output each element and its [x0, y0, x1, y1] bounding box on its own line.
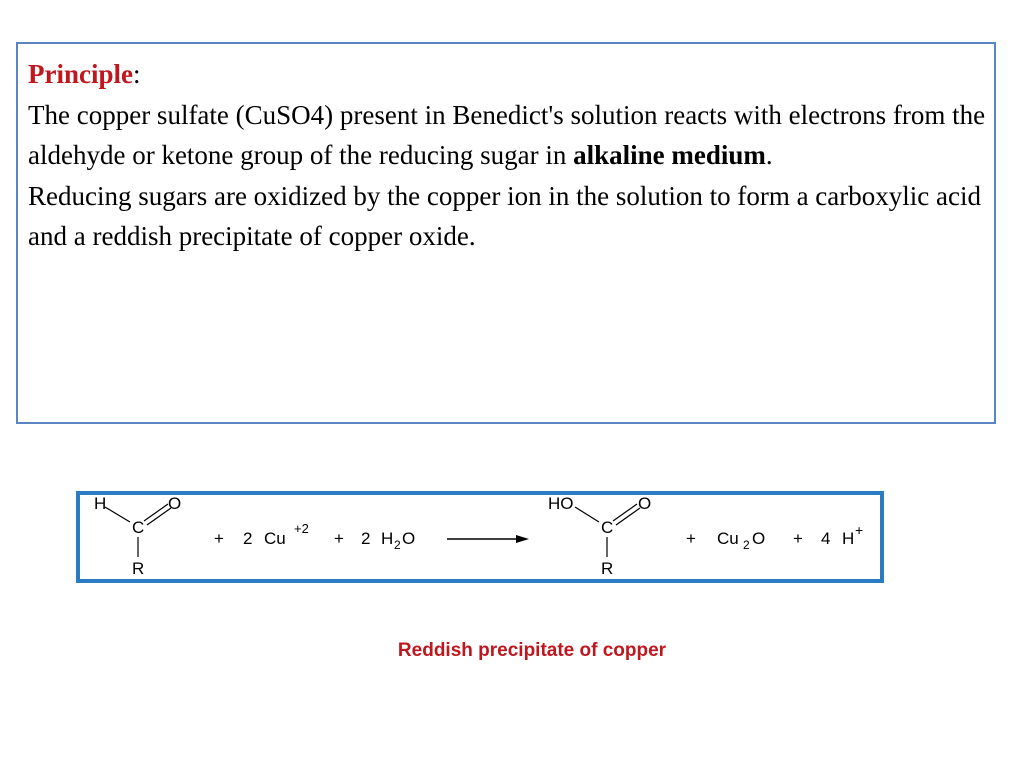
h2o-subscript: 2: [394, 538, 401, 552]
cu-ion-symbol: Cu: [264, 529, 286, 548]
plus-sign-3: +: [686, 529, 696, 548]
reaction-arrow: [447, 535, 529, 543]
product-atom-r: R: [601, 559, 614, 578]
principle-text: [28, 54, 988, 257]
h-ion-symbol: H: [842, 529, 855, 548]
aldehyde-structure: [94, 495, 181, 578]
h2o-coefficient: 2: [361, 529, 371, 548]
product-atom-ho: HO: [548, 495, 574, 513]
precipitate-caption: Reddish precipitate of copper: [397, 640, 667, 661]
bond-h-c: [105, 507, 130, 522]
product-atom-c: C: [601, 518, 614, 537]
reactant-atom-r: R: [132, 559, 145, 578]
bond-ho-c: [575, 507, 599, 522]
principle-heading: Principle: [28, 59, 133, 89]
cu2o-oxygen: O: [752, 529, 766, 548]
principle-colon: :: [132, 59, 141, 89]
reactant-atom-o: O: [168, 495, 182, 513]
principle-sentence-2: Reducing sugars are oxidized by the copper ion in the solution to form a carboxylic acid and a reddish precipitate of copper oxide.: [28, 180, 981, 251]
cu2o-subscript: 2: [743, 538, 750, 552]
sentence-1-period: .: [765, 140, 773, 170]
alkaline-medium-term: alkaline medium: [573, 140, 766, 170]
plus-sign-4: +: [793, 529, 803, 548]
h-ion-charge: +: [855, 522, 864, 538]
reactant-atom-h: H: [94, 495, 107, 513]
principle-box: [16, 42, 996, 424]
cu-coefficient: 2: [243, 529, 253, 548]
reactant-atom-c: C: [132, 518, 145, 537]
product-atom-o: O: [638, 495, 652, 513]
carboxylic-acid-structure: [548, 495, 651, 578]
cu2o-copper: Cu: [717, 529, 739, 548]
principle-sentence-1: The copper sulfate (CuSO4) present in Benedict's solution reacts with electrons from the aldehyde or ketone group of the reducing sugar in: [28, 99, 986, 170]
h-ion-coefficient: 4: [821, 529, 831, 548]
plus-sign-1: +: [214, 529, 224, 548]
reaction-equation-box: [76, 491, 884, 583]
h2o-hydrogen: H: [381, 529, 394, 548]
plus-sign-2: +: [334, 529, 344, 548]
h2o-oxygen: O: [402, 529, 416, 548]
cu-ion-charge: +2: [294, 521, 309, 536]
reaction-equation-diagram: [80, 495, 880, 579]
